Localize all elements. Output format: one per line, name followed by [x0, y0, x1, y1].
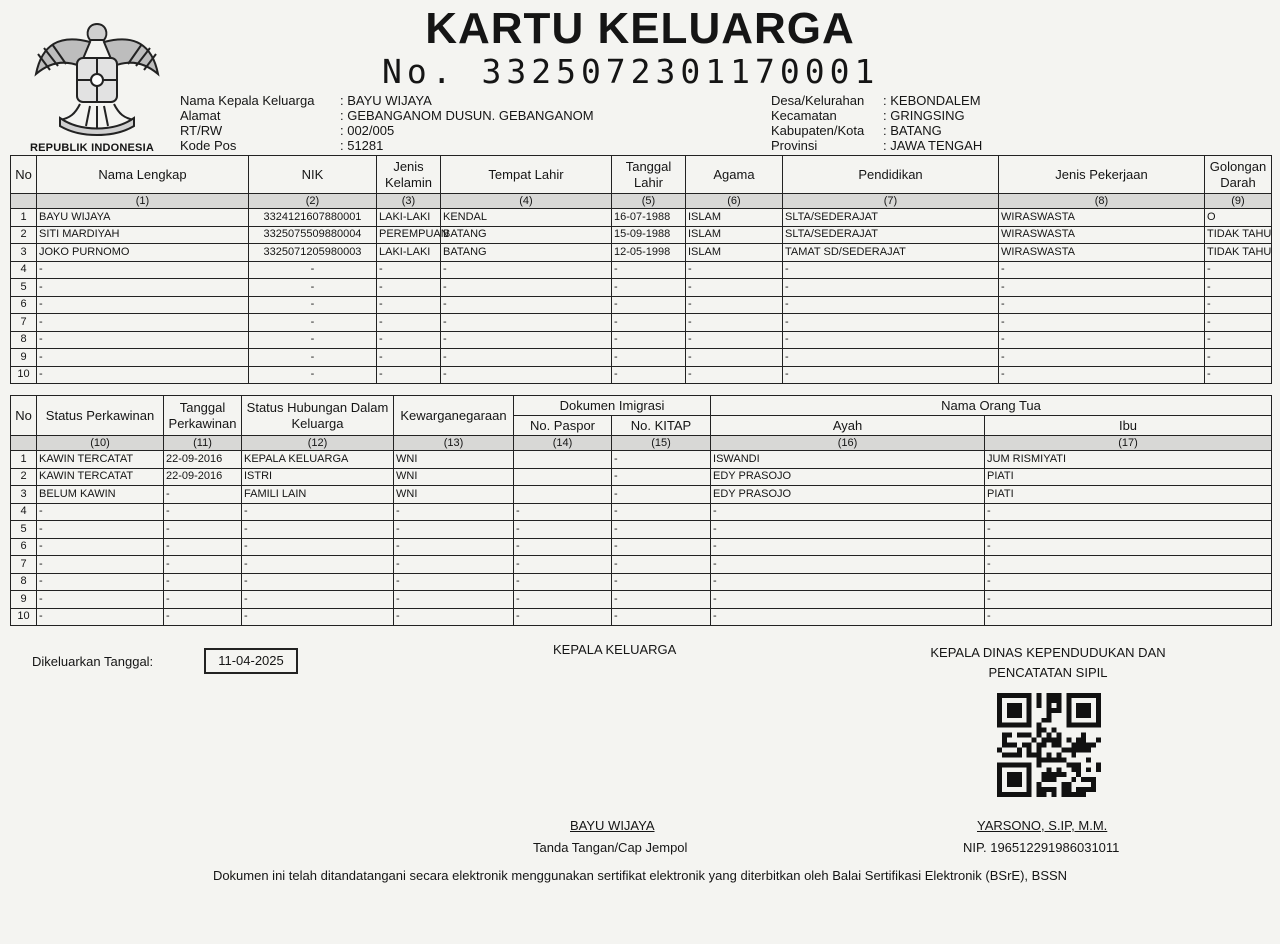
table-cell: - — [164, 503, 242, 521]
table-cell: - — [37, 556, 164, 574]
table-cell: - — [394, 591, 514, 609]
table-cell: KAWIN TERCATAT — [37, 451, 164, 469]
table-cell: - — [999, 279, 1205, 297]
table-cell: - — [377, 366, 441, 384]
table-cell: - — [441, 261, 612, 279]
column-number: (15) — [612, 436, 711, 451]
table-cell: - — [999, 349, 1205, 367]
table-cell: ISWANDI — [711, 451, 985, 469]
table-row — [11, 591, 1272, 609]
table-cell: WNI — [394, 468, 514, 486]
row-number: 1 — [11, 451, 37, 469]
table-cell: - — [37, 279, 249, 297]
table-row — [11, 314, 1272, 332]
column-number: (8) — [999, 194, 1205, 209]
table-cell: - — [1205, 366, 1272, 384]
family-info-left — [180, 93, 594, 153]
table-cell: - — [514, 591, 612, 609]
table-cell: WIRASWASTA — [999, 226, 1205, 244]
row-number: 5 — [11, 521, 37, 539]
table-cell: KENDAL — [441, 209, 612, 227]
table-cell: - — [1205, 279, 1272, 297]
table-cell: - — [999, 261, 1205, 279]
column-number: (5) — [612, 194, 686, 209]
table-cell: EDY PRASOJO — [711, 468, 985, 486]
column-number: (12) — [242, 436, 394, 451]
table-row — [11, 244, 1272, 262]
table-cell: - — [612, 608, 711, 626]
table-cell: - — [441, 331, 612, 349]
column-header: Agama — [686, 156, 783, 194]
table-cell: - — [394, 573, 514, 591]
table-cell: - — [985, 556, 1272, 574]
table-cell: - — [985, 521, 1272, 539]
column-header: No. KITAP — [612, 416, 711, 436]
row-number: 8 — [11, 331, 37, 349]
row-number: 8 — [11, 573, 37, 591]
table-cell: - — [612, 468, 711, 486]
row-number: 7 — [11, 314, 37, 332]
table-cell: - — [612, 314, 686, 332]
table-cell: - — [441, 314, 612, 332]
table-cell: - — [686, 314, 783, 332]
family-members-table — [10, 155, 1272, 384]
issued-date-label: Dikeluarkan Tanggal: — [32, 654, 154, 669]
row-number: 3 — [11, 486, 37, 504]
table-cell: - — [612, 279, 686, 297]
table-cell: - — [377, 279, 441, 297]
table-cell: - — [441, 279, 612, 297]
info-label: RT/RW — [180, 123, 223, 138]
table-cell: - — [394, 538, 514, 556]
table-row — [11, 503, 1272, 521]
table-cell: 22-09-2016 — [164, 468, 242, 486]
table-cell: - — [783, 331, 999, 349]
emblem-caption: REPUBLIK INDONESIA — [30, 142, 154, 154]
table-cell: - — [985, 538, 1272, 556]
table-cell: - — [242, 538, 394, 556]
qr-code-icon — [997, 693, 1101, 797]
agency-title-line: PENCATATAN SIPIL — [988, 665, 1108, 680]
table-cell: 22-09-2016 — [164, 451, 242, 469]
table-cell: - — [377, 349, 441, 367]
row-number: 2 — [11, 468, 37, 486]
info-value: : GEBANGANOM DUSUN. GEBANGANOM — [340, 108, 594, 123]
table-cell: - — [394, 503, 514, 521]
table-cell: BAYU WIJAYA — [37, 209, 249, 227]
table-cell: - — [394, 608, 514, 626]
column-number: (2) — [249, 194, 377, 209]
table-cell: JOKO PURNOMO — [37, 244, 249, 262]
row-number: 5 — [11, 279, 37, 297]
info-label: Alamat — [180, 108, 221, 123]
issued-date-value: 11-04-2025 — [204, 648, 298, 674]
column-number: (9) — [1205, 194, 1272, 209]
agency-title-line: KEPALA DINAS KEPENDUDUKAN DAN — [930, 645, 1166, 660]
column-header: NIK — [249, 156, 377, 194]
row-number: 10 — [11, 608, 37, 626]
column-number: (1) — [37, 194, 249, 209]
table-cell: - — [783, 296, 999, 314]
document-title: KARTU KELUARGA — [425, 4, 855, 53]
table-cell: WIRASWASTA — [999, 244, 1205, 262]
column-header: Status Hubungan Dalam Keluarga — [242, 396, 394, 436]
row-number: 4 — [11, 503, 37, 521]
table-cell: - — [164, 591, 242, 609]
table-cell: - — [711, 573, 985, 591]
head-of-family-label: KEPALA KELUARGA — [553, 642, 677, 657]
table-row — [11, 521, 1272, 539]
table-cell: - — [686, 331, 783, 349]
column-number: (13) — [394, 436, 514, 451]
table-cell: - — [999, 314, 1205, 332]
table-cell: - — [377, 314, 441, 332]
table-cell: - — [37, 608, 164, 626]
column-header: No — [11, 396, 37, 436]
column-number: (16) — [711, 436, 985, 451]
row-number: 10 — [11, 366, 37, 384]
table-row — [11, 349, 1272, 367]
table-cell: - — [377, 331, 441, 349]
column-number: (17) — [985, 436, 1272, 451]
table-cell: - — [249, 279, 377, 297]
table-cell: - — [37, 296, 249, 314]
table-cell: - — [612, 331, 686, 349]
info-label: Nama Kepala Keluarga — [180, 93, 315, 108]
column-number: (6) — [686, 194, 783, 209]
table-cell: - — [985, 573, 1272, 591]
table-row — [11, 331, 1272, 349]
table-cell: - — [783, 279, 999, 297]
table-cell: - — [711, 608, 985, 626]
table-cell: EDY PRASOJO — [711, 486, 985, 504]
table-cell: 16-07-1988 — [612, 209, 686, 227]
table-cell: - — [783, 314, 999, 332]
table-cell — [514, 451, 612, 469]
column-header: Ibu — [985, 416, 1272, 436]
table-cell: - — [711, 503, 985, 521]
table-cell: - — [249, 296, 377, 314]
table-cell: - — [37, 503, 164, 521]
table-cell: - — [377, 261, 441, 279]
column-header: Pendidikan — [783, 156, 999, 194]
table-cell: ISLAM — [686, 226, 783, 244]
table-row — [11, 209, 1272, 227]
table-cell: - — [37, 314, 249, 332]
info-value: : GRINGSING — [883, 108, 965, 123]
table-cell: - — [242, 608, 394, 626]
table-cell: - — [249, 349, 377, 367]
info-value: : BAYU WIJAYA — [340, 93, 432, 108]
row-number: 2 — [11, 226, 37, 244]
table-cell: - — [514, 608, 612, 626]
column-header: No. Paspor — [514, 416, 612, 436]
table-cell: - — [37, 538, 164, 556]
table-cell: - — [441, 296, 612, 314]
info-label: Kabupaten/Kota — [771, 123, 865, 138]
family-status-body — [11, 451, 1272, 626]
family-members-body — [11, 209, 1272, 384]
table-cell: WNI — [394, 451, 514, 469]
column-number — [11, 436, 37, 451]
column-header: Dokumen Imigrasi — [514, 396, 711, 416]
table-cell: ISTRI — [242, 468, 394, 486]
table-row — [11, 296, 1272, 314]
table-cell: - — [711, 591, 985, 609]
table-row — [11, 261, 1272, 279]
table-cell: - — [37, 521, 164, 539]
column-number: (11) — [164, 436, 242, 451]
column-number: (7) — [783, 194, 999, 209]
table-cell: - — [686, 296, 783, 314]
table-cell: - — [37, 591, 164, 609]
table-cell: SLTA/SEDERAJAT — [783, 226, 999, 244]
table-cell: - — [164, 486, 242, 504]
info-label: Desa/Kelurahan — [771, 93, 865, 108]
table-cell: - — [37, 573, 164, 591]
table-cell: LAKI-LAKI — [377, 209, 441, 227]
table-cell: - — [985, 503, 1272, 521]
table-cell: - — [999, 366, 1205, 384]
table-cell: LAKI-LAKI — [377, 244, 441, 262]
table-cell: O — [1205, 209, 1272, 227]
table-cell: - — [612, 591, 711, 609]
column-header: Jenis Kelamin — [377, 156, 441, 194]
table-row — [11, 573, 1272, 591]
table-cell: - — [242, 556, 394, 574]
table-cell: JUM RISMIYATI — [985, 451, 1272, 469]
head-of-family-name: BAYU WIJAYA — [570, 818, 655, 833]
column-header: Jenis Pekerjaan — [999, 156, 1205, 194]
table-cell: - — [686, 279, 783, 297]
table-cell: - — [514, 503, 612, 521]
column-header: Status Perkawinan — [37, 396, 164, 436]
table-cell: - — [249, 261, 377, 279]
column-header: Nama Orang Tua — [711, 396, 1272, 416]
table-cell: - — [377, 296, 441, 314]
column-header: Nama Lengkap — [37, 156, 249, 194]
table-cell: - — [612, 556, 711, 574]
table-cell: - — [164, 538, 242, 556]
table-cell: - — [999, 296, 1205, 314]
table-cell: - — [1205, 331, 1272, 349]
table-cell: - — [783, 349, 999, 367]
family-status-table — [10, 395, 1272, 626]
table-cell: - — [164, 573, 242, 591]
table-cell: - — [612, 349, 686, 367]
table-cell: - — [999, 331, 1205, 349]
table-cell: WNI — [394, 486, 514, 504]
info-label: Provinsi — [771, 138, 818, 153]
table-cell: PIATI — [985, 486, 1272, 504]
table-row — [11, 538, 1272, 556]
row-number: 7 — [11, 556, 37, 574]
table-cell: - — [514, 573, 612, 591]
table-cell: - — [242, 573, 394, 591]
info-label: Kode Pos — [180, 138, 237, 153]
table-cell: - — [249, 314, 377, 332]
column-header: Tanggal Lahir — [612, 156, 686, 194]
table-cell: - — [783, 261, 999, 279]
info-value: : BATANG — [883, 123, 942, 138]
table-cell — [514, 468, 612, 486]
table-cell: PEREMPUAN — [377, 226, 441, 244]
table-cell: - — [612, 521, 711, 539]
table-cell: 15-09-1988 — [612, 226, 686, 244]
table-cell: TIDAK TAHU — [1205, 244, 1272, 262]
row-number: 1 — [11, 209, 37, 227]
table-cell: BATANG — [441, 226, 612, 244]
column-number: (10) — [37, 436, 164, 451]
table-row — [11, 556, 1272, 574]
table-row — [11, 366, 1272, 384]
agency-title — [910, 643, 1186, 683]
table-row — [11, 279, 1272, 297]
table-cell — [514, 486, 612, 504]
column-header: Ayah — [711, 416, 985, 436]
table-cell: 3324121607880001 — [249, 209, 377, 227]
column-number: (4) — [441, 194, 612, 209]
table-cell: - — [441, 349, 612, 367]
table-cell: - — [249, 331, 377, 349]
row-number: 6 — [11, 538, 37, 556]
table-row — [11, 451, 1272, 469]
table-cell: - — [164, 608, 242, 626]
table-cell: - — [985, 608, 1272, 626]
table-row — [11, 226, 1272, 244]
row-number: 3 — [11, 244, 37, 262]
table-cell: 3325071205980003 — [249, 244, 377, 262]
table-cell: - — [164, 556, 242, 574]
table-cell: - — [783, 366, 999, 384]
table-cell: - — [514, 521, 612, 539]
column-number — [11, 194, 37, 209]
table-cell: BATANG — [441, 244, 612, 262]
table-cell: - — [686, 366, 783, 384]
info-value: : 51281 — [340, 138, 384, 153]
table-cell: - — [711, 556, 985, 574]
table-cell: PIATI — [985, 468, 1272, 486]
table-cell: - — [612, 573, 711, 591]
table-cell: - — [394, 556, 514, 574]
table-cell: - — [37, 331, 249, 349]
table-cell: KAWIN TERCATAT — [37, 468, 164, 486]
info-value: : JAWA TENGAH — [883, 138, 983, 153]
table-cell: FAMILI LAIN — [242, 486, 394, 504]
info-label: Kecamatan — [771, 108, 837, 123]
table-cell: - — [612, 486, 711, 504]
table-cell: - — [242, 521, 394, 539]
table-cell: TIDAK TAHU — [1205, 226, 1272, 244]
column-header: Tempat Lahir — [441, 156, 612, 194]
table-row — [11, 608, 1272, 626]
column-number: (3) — [377, 194, 441, 209]
table-cell: - — [37, 366, 249, 384]
table-cell: SLTA/SEDERAJAT — [783, 209, 999, 227]
row-number: 9 — [11, 591, 37, 609]
official-nip: NIP. 196512291986031011 — [963, 840, 1120, 855]
table-cell: - — [249, 366, 377, 384]
table-cell: - — [1205, 261, 1272, 279]
table-cell: - — [612, 366, 686, 384]
row-number: 4 — [11, 261, 37, 279]
table-cell: - — [37, 349, 249, 367]
info-value: : KEBONDALEM — [883, 93, 981, 108]
table-cell: - — [711, 521, 985, 539]
table-cell: - — [37, 261, 249, 279]
column-header: Tanggal Perkawinan — [164, 396, 242, 436]
table-cell: SITI MARDIYAH — [37, 226, 249, 244]
table-cell: ISLAM — [686, 209, 783, 227]
table-cell: - — [612, 503, 711, 521]
table-cell: - — [985, 591, 1272, 609]
table-cell: - — [612, 296, 686, 314]
column-number: (14) — [514, 436, 612, 451]
table-cell: BELUM KAWIN — [37, 486, 164, 504]
table-cell: KEPALA KELUARGA — [242, 451, 394, 469]
family-info-right — [771, 93, 982, 153]
electronic-signature-disclaimer: Dokumen ini telah ditandatangani secara elektronik menggunakan sertifikat elektronik yang diterbitkan oleh Balai Sertifikasi Elektronik (BSrE), BSSN — [212, 868, 1068, 883]
row-number: 6 — [11, 296, 37, 314]
table-cell: - — [1205, 314, 1272, 332]
table-cell: - — [612, 538, 711, 556]
info-value: : 002/005 — [340, 123, 395, 138]
official-name: YARSONO, S.IP, M.M. — [977, 818, 1108, 833]
table-row — [11, 486, 1272, 504]
document-number: No. 3325072301170001 — [382, 52, 880, 91]
column-header: No — [11, 156, 37, 194]
table-cell: - — [242, 591, 394, 609]
table-cell: ISLAM — [686, 244, 783, 262]
table-cell: - — [1205, 349, 1272, 367]
table-cell: TAMAT SD/SEDERAJAT — [783, 244, 999, 262]
column-header: Kewarganegaraan — [394, 396, 514, 436]
column-header: Golongan Darah — [1205, 156, 1272, 194]
table-cell: - — [686, 261, 783, 279]
table-cell: 3325075509880004 — [249, 226, 377, 244]
table-cell: - — [242, 503, 394, 521]
table-cell: WIRASWASTA — [999, 209, 1205, 227]
table-cell: 12-05-1998 — [612, 244, 686, 262]
table-cell: - — [514, 556, 612, 574]
table-cell: - — [612, 451, 711, 469]
table-cell: - — [711, 538, 985, 556]
row-number: 9 — [11, 349, 37, 367]
table-cell: - — [441, 366, 612, 384]
table-cell: - — [1205, 296, 1272, 314]
table-cell: - — [394, 521, 514, 539]
table-row — [11, 468, 1272, 486]
signature-caption: Tanda Tangan/Cap Jempol — [533, 840, 688, 855]
table-cell: - — [686, 349, 783, 367]
table-cell: - — [612, 261, 686, 279]
table-cell: - — [514, 538, 612, 556]
table-cell: - — [164, 521, 242, 539]
